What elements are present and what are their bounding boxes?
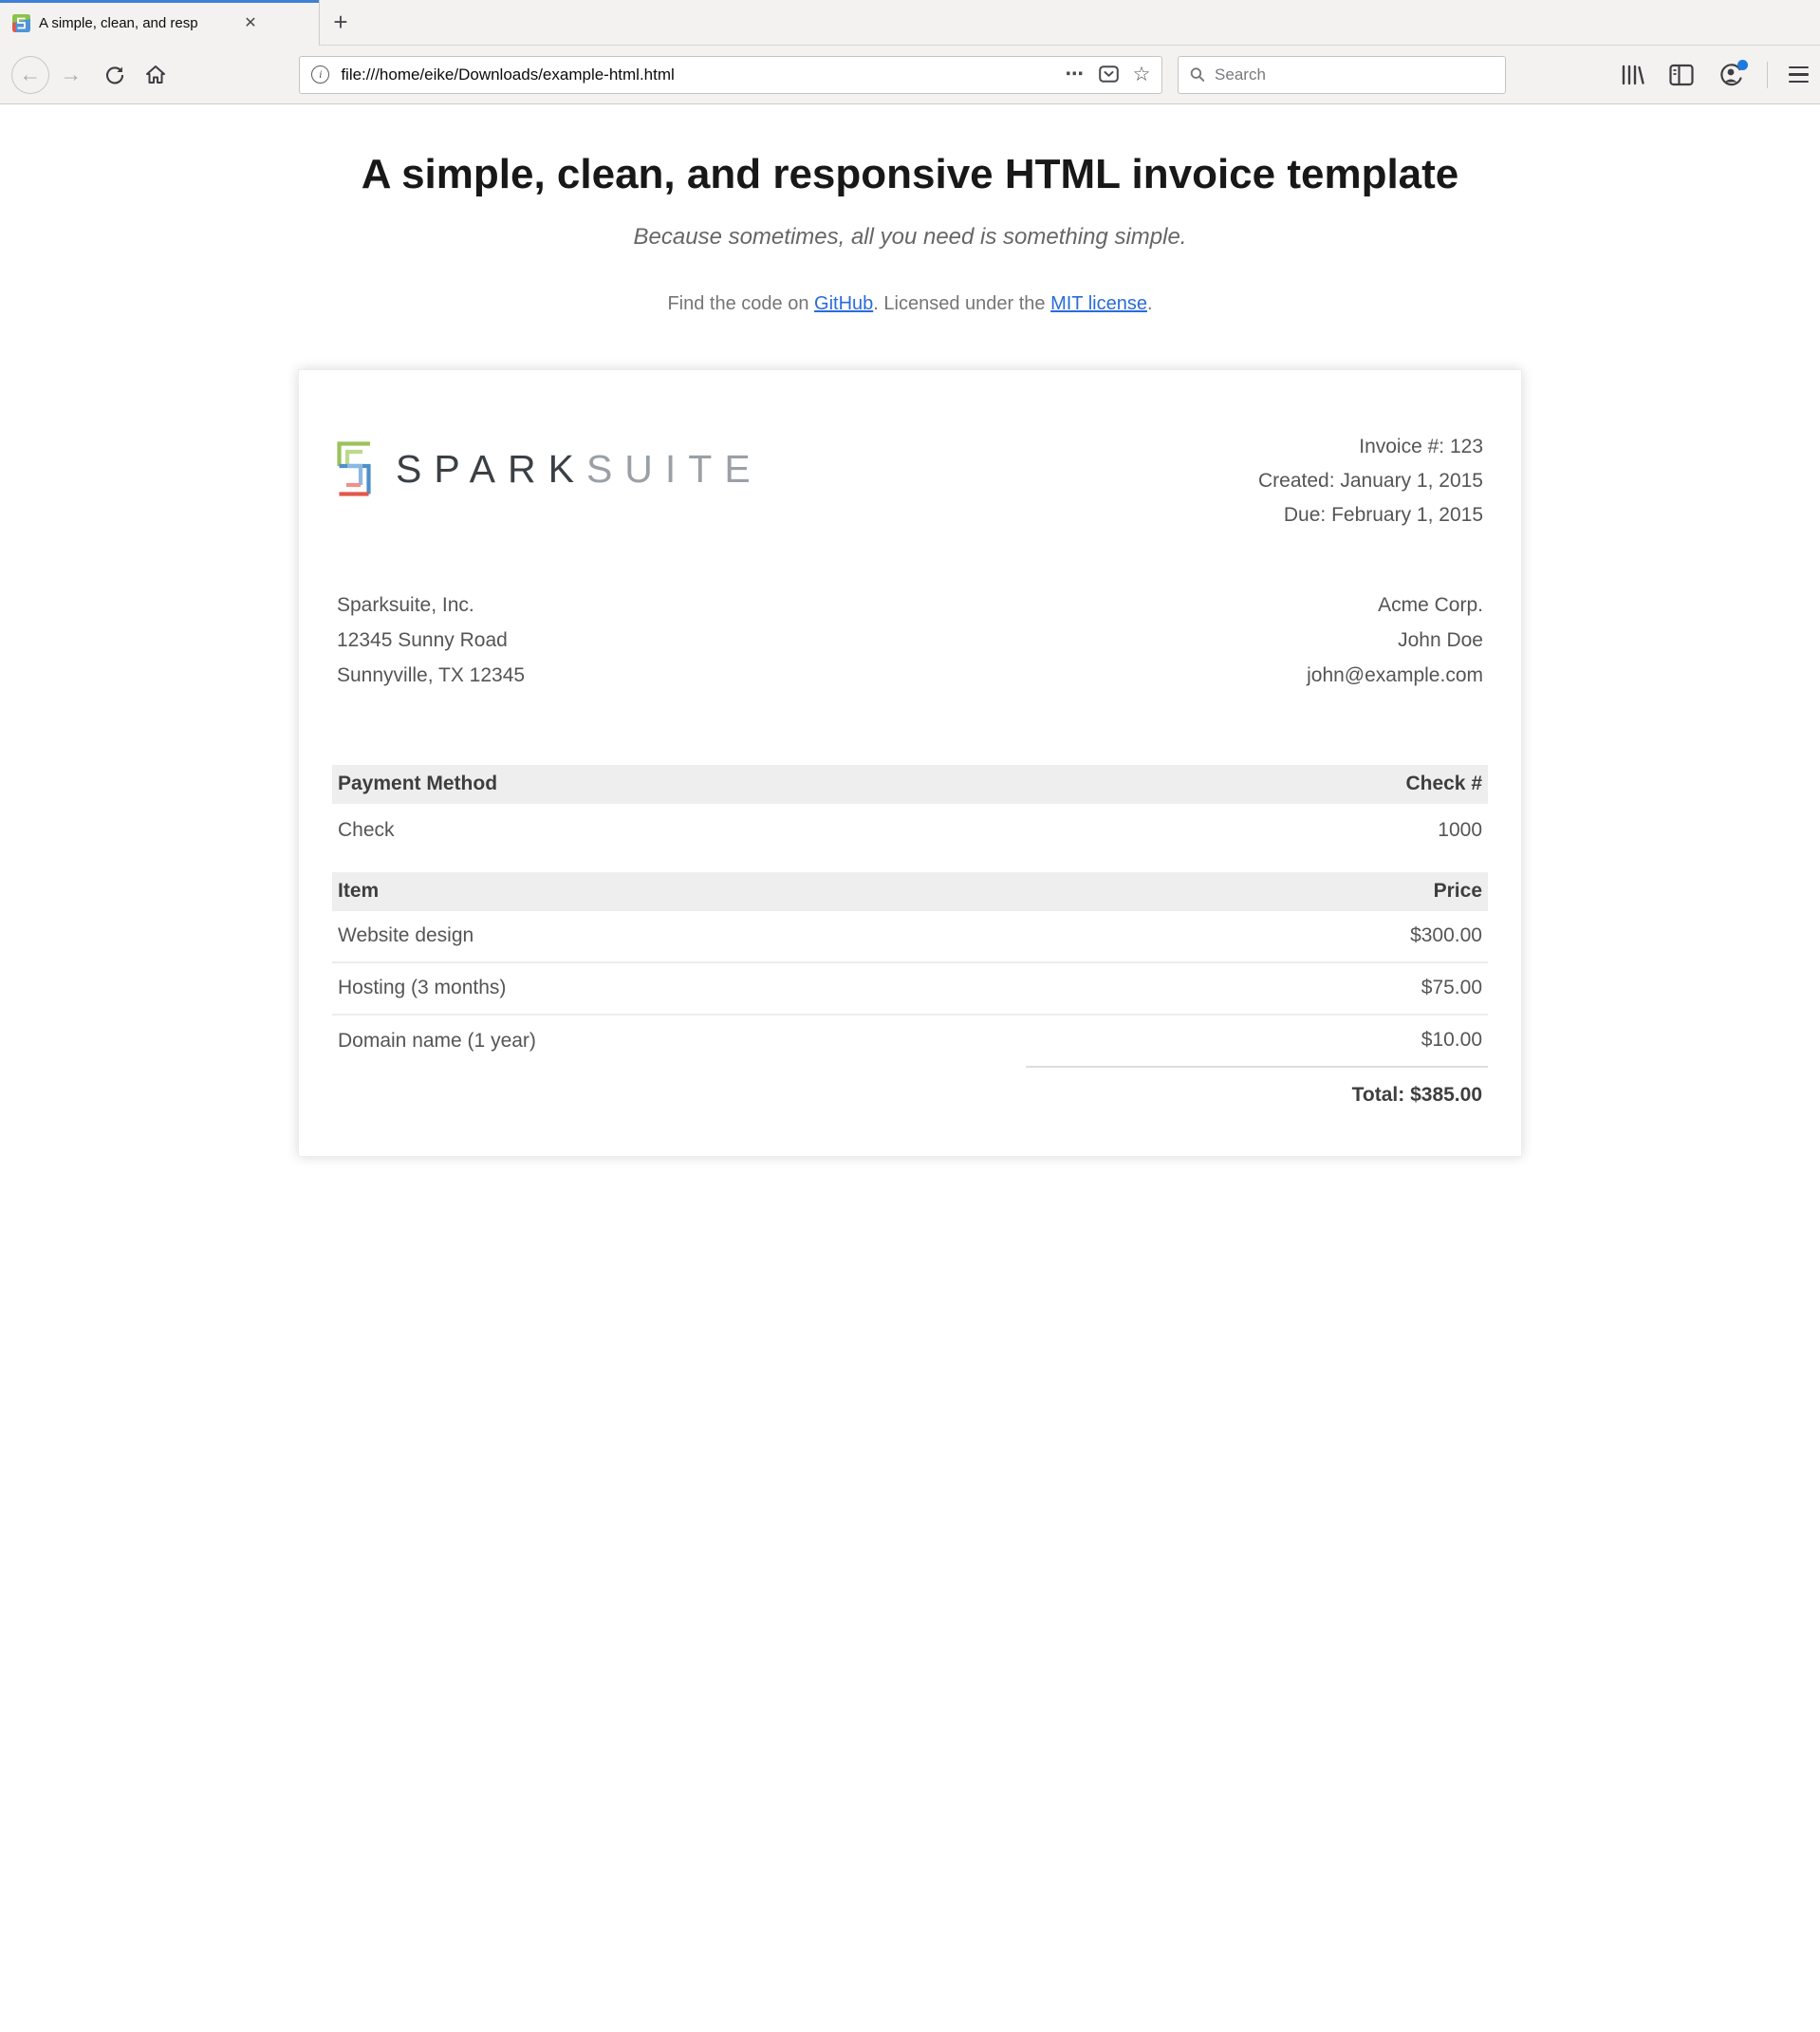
table-row bbox=[332, 962, 1488, 1015]
reload-button[interactable] bbox=[97, 56, 133, 94]
payment-row bbox=[332, 804, 1488, 872]
logo-suite-text: SUITE bbox=[585, 446, 763, 491]
payment-header-row bbox=[332, 765, 1488, 804]
total-row bbox=[332, 1067, 1488, 1107]
github-link[interactable]: GitHub bbox=[814, 293, 874, 314]
url-bar[interactable] bbox=[299, 56, 1162, 94]
back-button[interactable] bbox=[11, 56, 49, 94]
payment-method-value: Check bbox=[338, 819, 395, 841]
tab-close-icon[interactable]: ✕ bbox=[244, 15, 257, 31]
invoice-meta bbox=[1258, 430, 1483, 532]
search-input[interactable] bbox=[1215, 65, 1494, 84]
search-icon bbox=[1190, 66, 1205, 83]
table-row bbox=[332, 1015, 1488, 1067]
active-tab-accent bbox=[0, 0, 319, 3]
address-to: Acme Corp. John Doe john@example.com bbox=[1307, 594, 1483, 686]
page-subtitle: Because sometimes, all you need is something simple. bbox=[633, 224, 1187, 250]
url-input[interactable]: file:///home/eike/Downloads/example-html.html bbox=[341, 65, 675, 84]
sparksuite-logo bbox=[337, 441, 763, 496]
page-title: A simple, clean, and responsive HTML invoice template bbox=[361, 151, 1459, 197]
price-header: Price bbox=[1026, 872, 1488, 911]
forward-button[interactable] bbox=[53, 56, 89, 94]
credits-text: Find the code on bbox=[667, 293, 815, 314]
sidebar-icon bbox=[1669, 64, 1694, 86]
items-header-row bbox=[332, 872, 1488, 911]
menu-button[interactable] bbox=[1789, 66, 1809, 84]
pocket-icon[interactable] bbox=[1099, 65, 1119, 84]
tab-title: A simple, clean, and resp bbox=[39, 15, 233, 31]
invoice-addresses bbox=[332, 587, 1488, 693]
item-price: $75.00 bbox=[1026, 962, 1488, 1015]
item-name: Domain name (1 year) bbox=[338, 1029, 536, 1052]
check-number-value: 1000 bbox=[1438, 819, 1482, 841]
invoice-due: Due: February 1, 2015 bbox=[1283, 504, 1483, 526]
home-icon bbox=[145, 65, 166, 84]
sparksuite-logo-icon bbox=[337, 441, 371, 496]
sidebar-toggle-button[interactable] bbox=[1669, 64, 1694, 86]
library-button[interactable] bbox=[1620, 64, 1644, 86]
browser-chrome bbox=[0, 0, 1820, 104]
invoice-created: Created: January 1, 2015 bbox=[1258, 470, 1483, 492]
logo-wordmark bbox=[396, 446, 763, 491]
tab-bar bbox=[0, 0, 1820, 46]
search-bar[interactable] bbox=[1178, 56, 1506, 94]
item-price: $300.00 bbox=[1026, 911, 1488, 962]
sparksuite-favicon-icon bbox=[12, 14, 30, 32]
logo-spark-text: SPARK bbox=[396, 446, 586, 491]
address-from: Sparksuite, Inc. 12345 Sunny Road Sunnyville, TX 12345 bbox=[337, 594, 526, 686]
account-button[interactable] bbox=[1718, 63, 1744, 86]
active-tab[interactable] bbox=[0, 0, 320, 46]
home-button[interactable] bbox=[138, 56, 174, 94]
forward-arrow-icon: → bbox=[60, 62, 83, 86]
back-arrow-icon: ← bbox=[19, 62, 42, 86]
page-actions-icon[interactable]: ⋯ bbox=[1065, 65, 1085, 84]
notification-dot bbox=[1737, 60, 1748, 70]
item-header: Item bbox=[332, 872, 1026, 911]
invoice-total: Total: $385.00 bbox=[1026, 1067, 1488, 1107]
table-row bbox=[332, 911, 1488, 962]
page-content bbox=[0, 104, 1820, 1157]
mit-license-link[interactable]: MIT license bbox=[1050, 293, 1147, 314]
check-number-header: Check # bbox=[1026, 765, 1488, 804]
hamburger-icon bbox=[1789, 66, 1809, 69]
invoice-header bbox=[332, 411, 1488, 532]
item-name: Hosting (3 months) bbox=[332, 962, 1026, 1015]
new-tab-button[interactable]: + bbox=[333, 8, 348, 36]
item-price: $10.00 bbox=[1421, 1029, 1482, 1051]
invoice-card bbox=[298, 369, 1522, 1157]
credits-line: Find the code on GitHub. Licensed under the MIT license. bbox=[667, 293, 1153, 314]
payment-method-header: Payment Method bbox=[332, 765, 1026, 804]
page-info-icon[interactable]: i bbox=[311, 65, 329, 84]
item-name: Website design bbox=[332, 911, 1026, 962]
toolbar-separator bbox=[1767, 62, 1768, 88]
invoice-table bbox=[332, 765, 1488, 1107]
navigation-toolbar bbox=[0, 46, 1820, 104]
invoice-number: Invoice #: 123 bbox=[1359, 436, 1483, 457]
library-icon bbox=[1620, 64, 1644, 86]
reload-icon bbox=[105, 65, 124, 84]
bookmark-star-icon[interactable]: ☆ bbox=[1132, 64, 1151, 85]
